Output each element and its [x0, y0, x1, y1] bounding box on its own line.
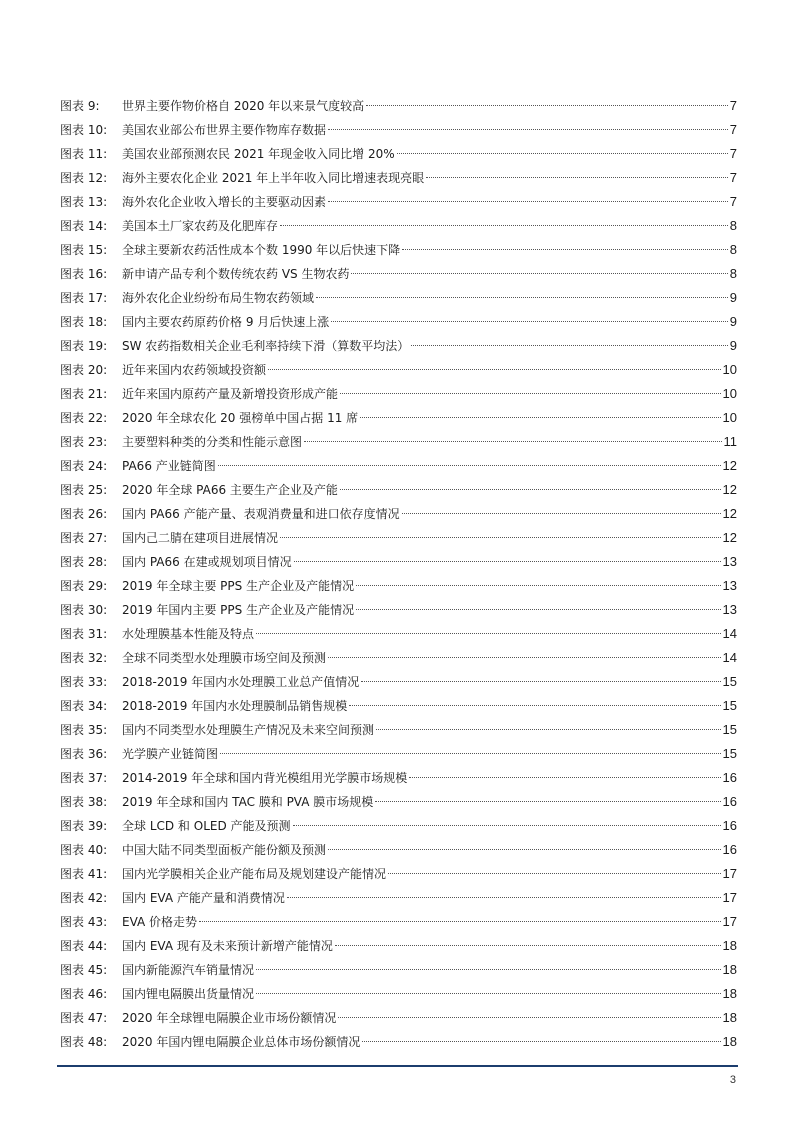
toc-entry-page[interactable]: 11 — [723, 434, 737, 449]
toc-entry-title[interactable]: 美国本土厂家农药及化肥库存 — [122, 219, 279, 233]
toc-entry-label: 图表 21: — [60, 387, 108, 401]
toc-entry[interactable] — [60, 598, 737, 622]
toc-entry-label: 图表 43: — [60, 915, 108, 929]
toc-dot-leader — [388, 873, 721, 874]
toc-entry-title[interactable]: 国内锂电隔膜出货量情况 — [122, 987, 255, 1001]
toc-entry-title[interactable]: 国内 PA66 产能产量、表观消费量和进口依存度情况 — [122, 507, 400, 521]
toc-entry-label: 图表 23: — [60, 435, 108, 449]
toc-entry-label: 图表 32: — [60, 651, 108, 665]
toc-entry[interactable] — [60, 862, 737, 886]
toc-entry-label: 图表 27: — [60, 531, 108, 545]
toc-entry-page[interactable]: 14 — [722, 650, 737, 665]
toc-entry-title[interactable]: 海外主要农化企业 2021 年上半年收入同比增速表现亮眼 — [122, 171, 425, 185]
toc-entry-title[interactable]: 2018-2019 年国内水处理膜制品销售规模 — [122, 699, 348, 713]
toc-entry-page[interactable]: 17 — [722, 890, 737, 905]
toc-entry-title[interactable]: SW 农药指数相关企业毛利率持续下滑（算数平均法） — [122, 339, 410, 353]
toc-entry-title[interactable]: 2018-2019 年国内水处理膜工业总产值情况 — [122, 675, 360, 689]
toc-dot-leader — [361, 681, 720, 682]
toc-entry-label: 图表 11: — [60, 147, 108, 161]
toc-entry[interactable] — [60, 166, 737, 190]
toc-entry-label: 图表 30: — [60, 603, 108, 617]
toc-entry-page[interactable]: 18 — [722, 938, 737, 953]
toc-entry-page[interactable]: 12 — [722, 458, 737, 473]
toc-entry-title[interactable]: 2014-2019 年全球和国内背光模组用光学膜市场规模 — [122, 771, 408, 785]
toc-entry[interactable] — [60, 814, 737, 838]
toc-entry-label: 图表 35: — [60, 723, 108, 737]
toc-entry-page[interactable]: 18 — [722, 1010, 737, 1025]
table-of-figures — [60, 94, 737, 1054]
toc-dot-leader — [287, 897, 721, 898]
toc-entry-title[interactable]: 国内 PA66 在建或规划项目情况 — [122, 555, 292, 569]
toc-entry-title[interactable]: 近年来国内农药领域投资额 — [122, 363, 267, 377]
toc-dot-leader — [351, 273, 727, 274]
toc-entry-page[interactable]: 13 — [722, 578, 737, 593]
toc-entry-title[interactable]: 2019 年国内主要 PPS 生产企业及产能情况 — [122, 603, 355, 617]
toc-entry-page[interactable]: 9 — [729, 314, 737, 329]
toc-dot-leader — [409, 777, 720, 778]
toc-entry[interactable] — [60, 766, 737, 790]
toc-entry-label: 图表 48: — [60, 1035, 108, 1049]
toc-entry-page[interactable]: 8 — [729, 218, 737, 233]
toc-entry[interactable] — [60, 286, 737, 310]
toc-dot-leader — [402, 513, 721, 514]
toc-entry-title[interactable]: EVA 价格走势 — [122, 915, 198, 929]
toc-entry-title[interactable]: 2019 年全球主要 PPS 生产企业及产能情况 — [122, 579, 355, 593]
toc-entry-page[interactable]: 12 — [722, 482, 737, 497]
toc-dot-leader — [360, 417, 720, 418]
toc-entry[interactable] — [60, 1006, 737, 1030]
toc-dot-leader — [397, 153, 728, 154]
toc-entry-page[interactable]: 18 — [722, 962, 737, 977]
toc-entry[interactable] — [60, 886, 737, 910]
toc-entry-page[interactable]: 8 — [729, 266, 737, 281]
toc-entry[interactable] — [60, 838, 737, 862]
toc-dot-leader — [402, 249, 728, 250]
toc-entry[interactable] — [60, 454, 737, 478]
toc-entry-title[interactable]: 2020 年全球锂电隔膜企业市场份额情况 — [122, 1011, 337, 1025]
toc-dot-leader — [349, 705, 720, 706]
toc-entry-page[interactable]: 10 — [722, 362, 737, 377]
toc-entry[interactable] — [60, 550, 737, 574]
toc-entry-page[interactable]: 7 — [729, 98, 737, 113]
toc-entry-label: 图表 26: — [60, 507, 108, 521]
toc-entry-label: 图表 14: — [60, 219, 108, 233]
toc-entry[interactable] — [60, 622, 737, 646]
toc-entry-page[interactable]: 15 — [722, 746, 737, 761]
toc-entry-title[interactable]: 2020 年国内锂电隔膜企业总体市场份额情况 — [122, 1035, 361, 1049]
toc-entry-title[interactable]: 新申请产品专利个数传统农药 VS 生物农药 — [122, 267, 350, 281]
toc-entry-page[interactable]: 13 — [722, 602, 737, 617]
toc-entry-title[interactable]: 2019 年全球和国内 TAC 膜和 PVA 膜市场规模 — [122, 795, 374, 809]
toc-entry-page[interactable]: 10 — [722, 386, 737, 401]
toc-entry-label: 图表 13: — [60, 195, 108, 209]
toc-entry-page[interactable]: 14 — [722, 626, 737, 641]
toc-entry-label: 图表 33: — [60, 675, 108, 689]
toc-entry-label: 图表 25: — [60, 483, 108, 497]
toc-entry[interactable] — [60, 310, 737, 334]
toc-dot-leader — [256, 993, 721, 994]
toc-entry[interactable] — [60, 430, 737, 454]
toc-dot-leader — [268, 369, 721, 370]
toc-dot-leader — [366, 105, 728, 106]
toc-entry-page[interactable]: 7 — [729, 170, 737, 185]
toc-entry-title[interactable]: 国内不同类型水处理膜生产情况及未来空间预测 — [122, 723, 375, 737]
toc-entry-label: 图表 17: — [60, 291, 108, 305]
toc-entry[interactable] — [60, 910, 737, 934]
toc-entry[interactable] — [60, 334, 737, 358]
page-number: 3 — [729, 1074, 736, 1086]
toc-entry[interactable] — [60, 142, 737, 166]
toc-entry-title[interactable]: 全球 LCD 和 OLED 产能及预测 — [122, 819, 291, 833]
toc-dot-leader — [426, 177, 728, 178]
toc-entry-title[interactable]: 海外农化企业收入增长的主要驱动因素 — [122, 195, 327, 209]
toc-entry-page[interactable]: 16 — [722, 794, 737, 809]
toc-entry[interactable] — [60, 238, 737, 262]
toc-entry-label: 图表 18: — [60, 315, 108, 329]
toc-entry-title[interactable]: 国内新能源汽车销量情况 — [122, 963, 255, 977]
toc-dot-leader — [338, 1017, 720, 1018]
toc-entry-label: 图表 9: — [60, 99, 100, 113]
toc-entry-page[interactable]: 10 — [722, 410, 737, 425]
toc-dot-leader — [331, 321, 728, 322]
toc-dot-leader — [293, 825, 721, 826]
toc-dot-leader — [256, 633, 721, 634]
toc-entry-label: 图表 15: — [60, 243, 108, 257]
toc-entry-page[interactable]: 7 — [729, 146, 737, 161]
toc-entry-page[interactable]: 18 — [722, 1034, 737, 1049]
toc-dot-leader — [280, 225, 728, 226]
toc-dot-leader — [328, 201, 728, 202]
toc-entry[interactable] — [60, 382, 737, 406]
toc-entry-title[interactable]: 美国农业部预测农民 2021 年现金收入同比增 20% — [122, 147, 395, 161]
toc-entry[interactable] — [60, 646, 737, 670]
toc-entry-title[interactable]: 世界主要作物价格自 2020 年以来景气度较高 — [122, 99, 365, 113]
toc-entry-page[interactable]: 12 — [722, 530, 737, 545]
toc-entry-title[interactable]: 全球主要新农药活性成本个数 1990 年以后快速下降 — [122, 243, 401, 257]
toc-entry[interactable] — [60, 214, 737, 238]
toc-entry-title[interactable]: 国内主要农药原药价格 9 月后快速上涨 — [122, 315, 330, 329]
toc-entry-label: 图表 22: — [60, 411, 108, 425]
toc-dot-leader — [356, 609, 720, 610]
toc-entry-label: 图表 34: — [60, 699, 108, 713]
toc-dot-leader — [280, 537, 721, 538]
toc-entry-page[interactable]: 13 — [722, 554, 737, 569]
footer-rule — [57, 1065, 738, 1067]
toc-dot-leader — [218, 465, 721, 466]
toc-entry[interactable] — [60, 670, 737, 694]
toc-entry-page[interactable]: 16 — [722, 818, 737, 833]
toc-entry-page[interactable]: 15 — [722, 722, 737, 737]
toc-dot-leader — [340, 489, 721, 490]
toc-entry[interactable] — [60, 694, 737, 718]
toc-entry-title[interactable]: 2020 年全球 PA66 主要生产企业及产能 — [122, 483, 338, 497]
toc-dot-leader — [220, 753, 721, 754]
toc-dot-leader — [362, 1041, 720, 1042]
toc-entry-label: 图表 24: — [60, 459, 108, 473]
toc-dot-leader — [375, 801, 720, 802]
toc-entry-label: 图表 39: — [60, 819, 108, 833]
toc-dot-leader — [328, 849, 721, 850]
toc-dot-leader — [199, 921, 720, 922]
toc-entry[interactable] — [60, 790, 737, 814]
toc-entry-page[interactable]: 7 — [729, 122, 737, 137]
toc-entry-label: 图表 45: — [60, 963, 108, 977]
toc-entry-label: 图表 31: — [60, 627, 108, 641]
toc-dot-leader — [304, 441, 721, 442]
toc-entry-label: 图表 37: — [60, 771, 108, 785]
toc-entry[interactable] — [60, 406, 737, 430]
toc-entry[interactable] — [60, 358, 737, 382]
toc-entry-page[interactable]: 18 — [722, 986, 737, 1001]
toc-entry-page[interactable]: 16 — [722, 770, 737, 785]
toc-entry-label: 图表 29: — [60, 579, 108, 593]
toc-entry[interactable] — [60, 718, 737, 742]
toc-entry-label: 图表 16: — [60, 267, 108, 281]
toc-entry[interactable] — [60, 478, 737, 502]
toc-entry-label: 图表 42: — [60, 891, 108, 905]
toc-entry-label: 图表 36: — [60, 747, 108, 761]
toc-entry-page[interactable]: 12 — [722, 506, 737, 521]
toc-entry[interactable] — [60, 526, 737, 550]
toc-entry[interactable] — [60, 574, 737, 598]
toc-entry-page[interactable]: 9 — [729, 338, 737, 353]
toc-entry-title[interactable]: PA66 产业链简图 — [122, 459, 216, 473]
toc-entry-label: 图表 20: — [60, 363, 108, 377]
toc-entry-page[interactable]: 16 — [722, 842, 737, 857]
toc-dot-leader — [294, 561, 721, 562]
toc-entry-label: 图表 47: — [60, 1011, 108, 1025]
toc-entry-title[interactable]: 美国农业部公布世界主要作物库存数据 — [122, 123, 327, 137]
toc-entry-page[interactable]: 15 — [722, 674, 737, 689]
toc-entry-page[interactable]: 15 — [722, 698, 737, 713]
toc-dot-leader — [356, 585, 720, 586]
toc-entry[interactable] — [60, 118, 737, 142]
toc-entry-label: 图表 40: — [60, 843, 108, 857]
toc-dot-leader — [328, 657, 721, 658]
toc-entry[interactable] — [60, 190, 737, 214]
toc-entry[interactable] — [60, 958, 737, 982]
toc-entry-title[interactable]: 光学膜产业链简图 — [122, 747, 219, 761]
toc-dot-leader — [340, 393, 721, 394]
toc-entry-title[interactable]: 2020 年全球农化 20 强榜单中国占据 11 席 — [122, 411, 359, 425]
toc-entry[interactable] — [60, 502, 737, 526]
toc-entry[interactable] — [60, 94, 737, 118]
toc-entry-page[interactable]: 8 — [729, 242, 737, 257]
toc-dot-leader — [411, 345, 727, 346]
toc-entry-title[interactable]: 国内 EVA 产能产量和消费情况 — [122, 891, 285, 905]
toc-entry-label: 图表 12: — [60, 171, 108, 185]
toc-entry-title[interactable]: 主要塑料种类的分类和性能示意图 — [122, 435, 303, 449]
toc-entry-label: 图表 28: — [60, 555, 108, 569]
toc-entry-title[interactable]: 国内光学膜相关企业产能布局及规划建设产能情况 — [122, 867, 387, 881]
toc-entry-page[interactable]: 9 — [729, 290, 737, 305]
toc-dot-leader — [335, 945, 721, 946]
toc-entry[interactable] — [60, 934, 737, 958]
toc-entry-title[interactable]: 中国大陆不同类型面板产能份额及预测 — [122, 843, 327, 857]
toc-entry-label: 图表 10: — [60, 123, 108, 137]
toc-entry[interactable] — [60, 982, 737, 1006]
toc-dot-leader — [376, 729, 721, 730]
toc-entry-label: 图表 46: — [60, 987, 108, 1001]
toc-dot-leader — [328, 129, 728, 130]
toc-entry-title[interactable]: 国内己二腈在建项目进展情况 — [122, 531, 279, 545]
toc-entry-title[interactable]: 国内 EVA 现有及未来预计新增产能情况 — [122, 939, 333, 953]
toc-entry-label: 图表 41: — [60, 867, 108, 881]
toc-entry-title[interactable]: 近年来国内原药产量及新增投资形成产能 — [122, 387, 339, 401]
toc-entry-page[interactable]: 17 — [722, 866, 737, 881]
toc-entry-label: 图表 44: — [60, 939, 108, 953]
toc-entry-page[interactable]: 7 — [729, 194, 737, 209]
toc-dot-leader — [256, 969, 721, 970]
toc-entry[interactable] — [60, 262, 737, 286]
toc-entry-label: 图表 38: — [60, 795, 108, 809]
toc-entry[interactable] — [60, 742, 737, 766]
toc-entry[interactable] — [60, 1030, 737, 1054]
toc-entry-label: 图表 19: — [60, 339, 108, 353]
toc-entry-title[interactable]: 海外农化企业纷纷布局生物农药领域 — [122, 291, 315, 305]
toc-entry-title[interactable]: 全球不同类型水处理膜市场空间及预测 — [122, 651, 327, 665]
toc-entry-page[interactable]: 17 — [722, 914, 737, 929]
toc-dot-leader — [316, 297, 728, 298]
toc-entry-title[interactable]: 水处理膜基本性能及特点 — [122, 627, 255, 641]
